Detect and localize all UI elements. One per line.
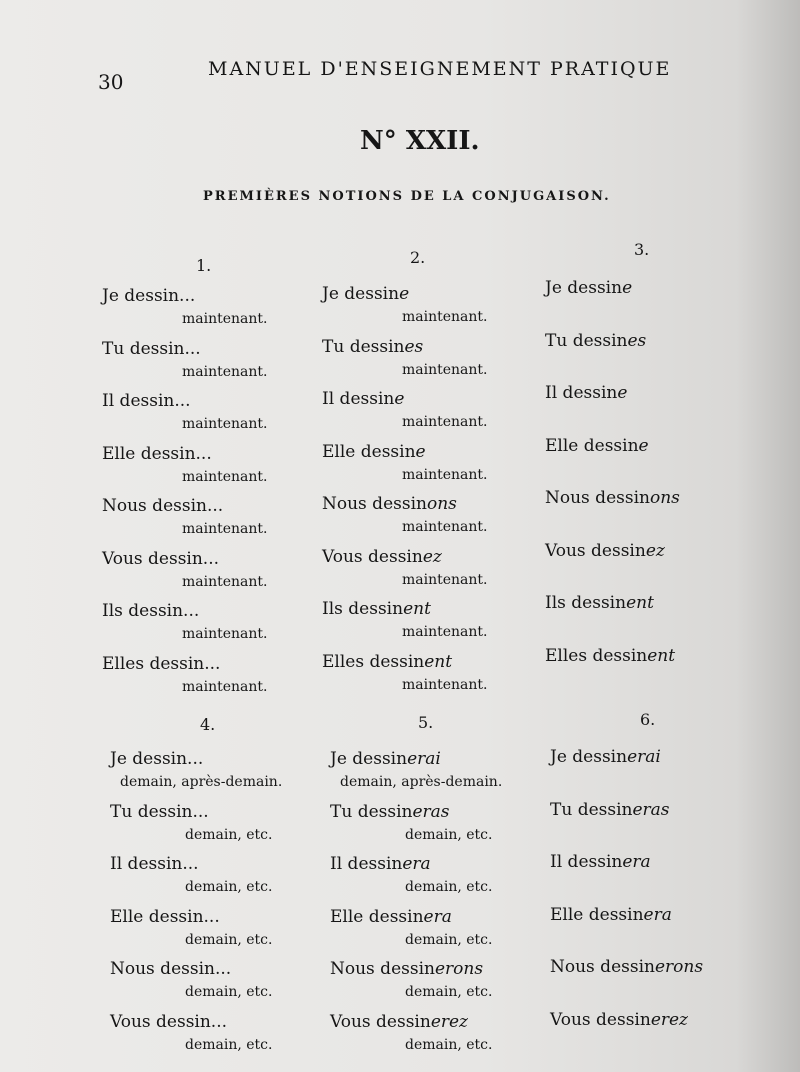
conjugation-row [110,959,273,1000]
verb-form [550,1010,688,1030]
verb-ending: era [643,904,672,925]
conjugation-row [550,747,661,767]
verb-form [322,599,431,619]
time-adverb: maintenant. [402,624,488,640]
verb-ending: es [404,336,424,357]
verb-ending: era [423,906,452,927]
verb-form [545,646,675,666]
verb-form [102,654,220,674]
time-adverb: maintenant. [182,468,268,485]
verb-stem: Vous dessin [330,1011,431,1032]
verb-stem: Je dessin [330,749,408,769]
verb-stem: Ils dessin [322,599,404,619]
verb-ending: e [622,278,633,298]
conjugation-row [545,383,627,403]
conjugation-row [545,541,665,561]
running-head: MANUEL D'ENSEIGNEMENT PRATIQUE [208,58,672,80]
conjugation-row [102,601,268,642]
verb-ending: ons [649,488,680,508]
verb-ending: erons [434,959,484,979]
verb-form [330,959,483,979]
time-adverb: demain, etc. [185,931,273,948]
verb-stem: Je dessin... [110,749,204,769]
verb-form [550,905,672,925]
verb-stem: Tu dessin [550,799,633,820]
verb-form [322,389,404,409]
verb-form [102,286,195,306]
verb-ending: erai [407,749,441,769]
verb-stem: Je dessin [322,284,400,304]
verb-ending: ez [645,540,665,561]
conjugation-row [545,436,649,456]
verb-form [102,496,223,516]
verb-ending: eras [632,799,670,820]
verb-ending: erai [627,747,661,767]
column-number-1: 1. [196,256,212,275]
time-adverb: maintenant. [182,363,268,380]
conjugation-row [102,391,268,432]
verb-stem: Vous dessin... [110,1011,228,1032]
verb-stem: Je dessin [550,747,628,767]
verb-stem: Il dessin [330,854,403,874]
time-adverb: maintenant. [402,309,488,325]
conjugation-row [330,854,493,895]
conjugation-row [322,494,488,535]
verb-form [110,959,231,979]
verb-form [330,749,441,769]
verb-stem: Je dessin... [102,286,196,306]
verb-form [330,802,450,822]
conjugation-row [330,801,493,843]
verb-stem: Elle dessin... [110,906,220,927]
verb-stem: Elles dessin [322,651,425,672]
verb-stem: Tu dessin [545,330,628,351]
time-adverb: demain, etc. [185,984,273,1000]
verb-stem: Tu dessin [330,801,413,822]
conjugation-row [102,496,268,537]
verb-stem: Il dessin... [102,391,191,411]
column-number-2: 2. [410,248,426,267]
verb-form [322,284,409,304]
verb-stem: Elle dessin [322,441,416,462]
column-number-6: 6. [640,710,656,729]
conjugation-row [110,1011,273,1053]
verb-ending: ent [403,599,431,619]
time-adverb: demain, etc. [405,826,493,843]
conjugation-row [110,749,283,790]
verb-form [545,331,646,351]
verb-form [550,957,703,977]
verb-stem: Ils dessin... [102,601,200,621]
verb-stem: Elles dessin [545,645,648,666]
conjugation-row [545,331,646,351]
verb-form [110,749,203,769]
conjugation-row [545,278,632,298]
conjugation-row [550,852,651,872]
verb-stem: Tu dessin... [110,801,209,822]
verb-form [545,541,665,561]
verb-stem: Nous dessin [550,957,655,977]
time-adverb: maintenant. [182,311,268,327]
conjugation-row [330,749,503,790]
conjugation-row [550,957,703,977]
verb-form [102,549,219,569]
verb-stem: Je dessin [545,278,623,298]
verb-stem: Nous dessin... [102,496,224,516]
time-adverb: maintenant. [402,466,488,483]
time-adverb: demain, etc. [405,931,493,948]
verb-stem: Il dessin [322,389,395,409]
verb-form [550,852,651,872]
verb-ending: ent [647,645,676,666]
verb-form [330,1012,468,1032]
verb-form [545,383,627,403]
verb-form [545,278,632,298]
verb-form [322,652,452,672]
conjugation-row [102,653,268,695]
verb-form [102,444,212,464]
time-adverb: demain, etc. [185,879,273,895]
conjugation-row [550,905,672,925]
conjugation-row [110,854,273,895]
conjugation-row [102,286,268,327]
verb-form [550,800,670,820]
verb-stem: Vous dessin [550,1009,651,1030]
time-adverb: maintenant. [182,678,268,695]
conjugation-row [102,548,268,590]
column-number-3: 3. [634,240,650,259]
conjugation-row [322,284,488,325]
verb-form [545,593,654,613]
conjugation-row [322,336,488,378]
verb-stem: Vous dessin... [102,548,220,569]
verb-stem: Vous dessin [322,546,423,567]
lesson-number: N° XXII. [360,126,480,156]
page-number: 30 [98,70,124,94]
conjugation-row [545,593,654,613]
verb-stem: Tu dessin... [102,338,201,359]
conjugation-row [550,800,670,820]
verb-form [110,1012,227,1032]
verb-ending: erons [654,957,704,977]
verb-form [102,339,201,359]
verb-ending: e [638,435,649,456]
verb-stem: Vous dessin [545,540,646,561]
conjugation-row [545,488,680,508]
verb-ending: ez [422,546,442,567]
verb-form [102,391,191,411]
time-adverb: demain, etc. [185,826,273,843]
time-adverb: maintenant. [182,626,268,642]
time-adverb: demain, après-demain. [340,774,503,790]
conjugation-row [102,338,268,380]
time-adverb: maintenant. [402,519,488,535]
section-title: PREMIÈRES NOTIONS DE LA CONJUGAISON. [203,189,611,204]
verb-form [322,442,426,462]
verb-stem: Ils dessin [545,593,627,613]
verb-form [330,854,431,874]
time-adverb: demain, etc. [405,984,493,1000]
verb-ending: es [627,330,647,351]
column-number-4: 4. [200,715,216,734]
verb-form [102,601,199,621]
verb-ending: eras [412,801,450,822]
verb-form [330,907,452,927]
verb-ending: e [415,441,426,462]
time-adverb: demain, après-demain. [120,774,283,790]
time-adverb: demain, etc. [405,1036,493,1053]
verb-ending: erez [650,1009,689,1030]
verb-stem: Nous dessin [322,494,427,514]
time-adverb: maintenant. [402,361,488,378]
conjugation-row [110,801,273,843]
time-adverb: maintenant. [182,416,268,432]
verb-form [545,436,649,456]
conjugation-row [322,441,488,483]
conjugation-row [322,546,488,588]
verb-form [322,547,442,567]
verb-form [550,747,661,767]
conjugation-row [330,1011,493,1053]
conjugation-row [110,906,273,948]
conjugation-row [550,1010,688,1030]
time-adverb: maintenant. [402,414,488,430]
time-adverb: demain, etc. [185,1036,273,1053]
verb-stem: Nous dessin [330,959,435,979]
verb-ending: e [399,284,410,304]
verb-stem: Elle dessin [550,904,644,925]
conjugation-row [102,443,268,485]
conjugation-row [322,599,488,640]
verb-ending: era [622,852,651,872]
verb-stem: Il dessin... [110,854,199,874]
verb-ending: e [394,389,405,409]
conjugation-row [330,906,493,948]
verb-stem: Il dessin [550,852,623,872]
verb-stem: Elle dessin [330,906,424,927]
verb-ending: era [402,854,431,874]
verb-form [322,494,457,514]
verb-stem: Elle dessin... [102,443,212,464]
column-number-5: 5. [418,713,434,732]
verb-ending: ent [424,651,453,672]
time-adverb: maintenant. [402,676,488,693]
time-adverb: maintenant. [182,573,268,590]
verb-ending: ent [626,593,654,613]
verb-stem: Elle dessin [545,435,639,456]
verb-form [110,907,220,927]
time-adverb: maintenant. [402,571,488,588]
verb-form [545,488,680,508]
verb-stem: Elles dessin... [102,653,221,674]
conjugation-row [545,646,675,666]
conjugation-row [322,389,488,430]
verb-stem: Tu dessin [322,336,405,357]
verb-form [110,854,199,874]
time-adverb: maintenant. [182,521,268,537]
verb-stem: Nous dessin... [110,959,232,979]
verb-form [110,802,209,822]
verb-form [322,337,423,357]
verb-stem: Il dessin [545,383,618,403]
verb-ending: e [617,383,628,403]
conjugation-row [330,959,493,1000]
verb-stem: Nous dessin [545,488,650,508]
time-adverb: demain, etc. [405,879,493,895]
verb-ending: ons [426,494,457,514]
conjugation-row [322,651,488,693]
verb-ending: erez [430,1011,469,1032]
